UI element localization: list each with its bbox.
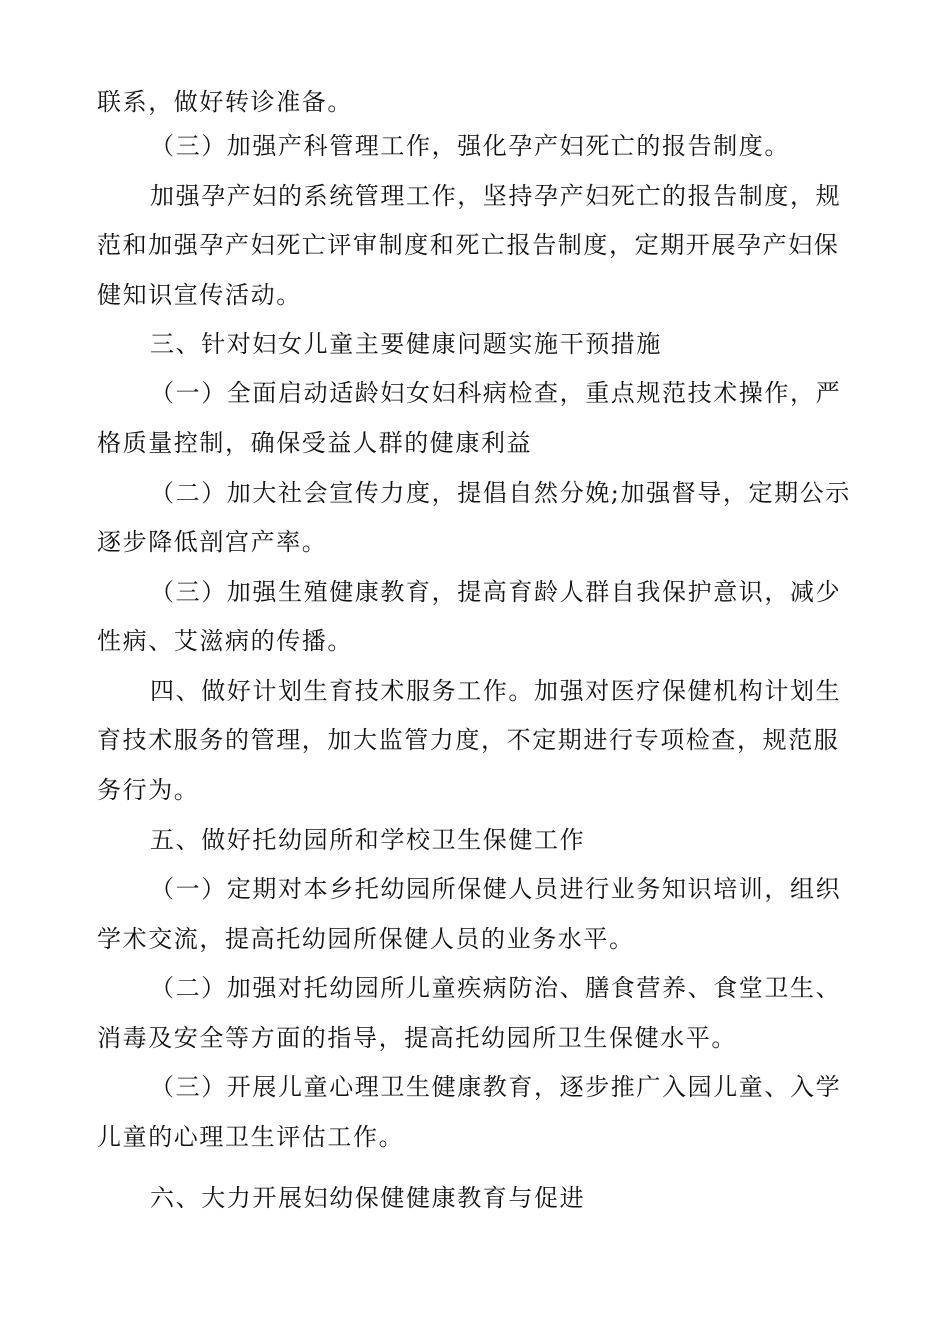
section-heading-4: 四、做好计划生育技术服务工作。加强对医疗保健机构计划生 <box>150 677 842 705</box>
paragraph-line: （三）加强生殖健康教育，提高育龄人群自我保护意识，减少 <box>150 578 842 606</box>
paragraph-line: 学术交流，提高托幼园所保健人员的业务水平。 <box>97 925 635 953</box>
paragraph-line: 范和加强孕产妇死亡评审制度和死亡报告制度，定期开展孕产妇保 <box>97 231 840 259</box>
section-heading-3: 三、针对妇女儿童主要健康问题实施干预措施 <box>150 330 662 358</box>
paragraph-line: （二）加强对托幼园所儿童疾病防治、膳食营养、食堂卫生、 <box>150 974 842 1002</box>
paragraph-line: 格质量控制，确保受益人群的健康利益 <box>97 429 533 457</box>
section-heading-6: 六、大力开展妇幼保健健康教育与促进 <box>150 1184 586 1212</box>
section-heading-5: 五、做好托幼园所和学校卫生保健工作 <box>150 826 586 854</box>
paragraph-line: 加强孕产妇的系统管理工作，坚持孕产妇死亡的报告制度，规 <box>150 182 842 210</box>
paragraph-line: （二）加大社会宣传力度，提倡自然分娩;加强督导，定期公示 <box>150 479 851 507</box>
paragraph-line: （三）开展儿童心理卫生健康教育，逐步推广入园儿童、入学 <box>150 1073 842 1101</box>
paragraph-line: 消毒及安全等方面的指导，提高托幼园所卫生保健水平。 <box>97 1024 737 1052</box>
paragraph-line: 性病、艾滋病的传播。 <box>97 627 353 655</box>
paragraph-line: 育技术服务的管理，加大监管力度，不定期进行专项检查，规范服 <box>97 726 840 754</box>
subheading-strengthen-obstetrics: （三）加强产科管理工作，强化孕产妇死亡的报告制度。 <box>150 132 790 160</box>
paragraph-line: 务行为。 <box>97 776 200 804</box>
paragraph-line: （一）定期对本乡托幼园所保健人员进行业务知识培训，组织 <box>150 875 842 903</box>
paragraph-line: 逐步降低剖宫产率。 <box>97 528 328 556</box>
text-line-continuation: 联系，做好转诊准备。 <box>97 88 353 116</box>
paragraph-line: （一）全面启动适龄妇女妇科病检查，重点规范技术操作，严 <box>150 379 842 407</box>
paragraph-line: 健知识宣传活动。 <box>97 281 302 309</box>
paragraph-line: 儿童的心理卫生评估工作。 <box>97 1123 405 1151</box>
